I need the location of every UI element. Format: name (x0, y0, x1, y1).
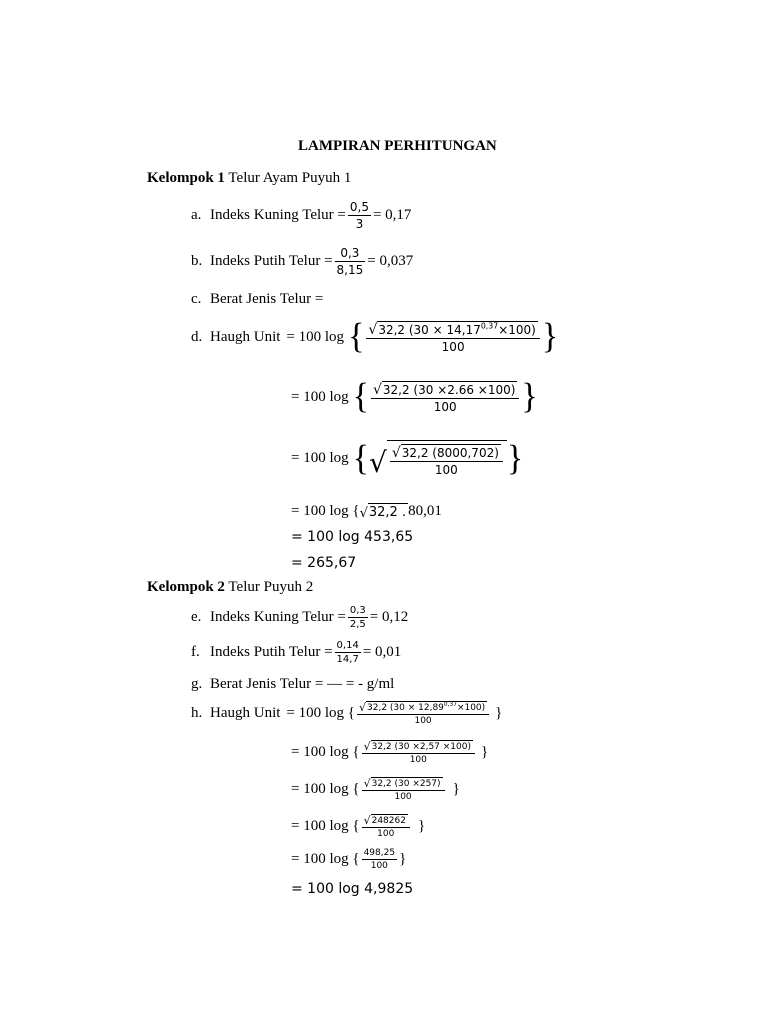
radical-sign: √ (359, 701, 367, 714)
item-b-numerator: 0,3 (340, 246, 360, 260)
radical-sign: √ (368, 321, 378, 338)
item-d-step-3 (291, 440, 523, 477)
item-b-fraction (335, 246, 366, 277)
item-a-fraction (348, 200, 371, 231)
item-h-step-4-sqrt (362, 814, 410, 827)
item-c-label: Berat Jenis Telur = (210, 291, 324, 307)
item-a (191, 200, 411, 231)
item-e (191, 605, 408, 630)
group-1-subtitle: Telur Ayam Puyuh 1 (224, 170, 352, 186)
item-h-exponent: 0,37 (443, 701, 457, 708)
item-h-radicand: 32,2 (30 × 12,89 (367, 703, 444, 713)
item-f-letter: f. (191, 644, 200, 660)
item-h-step-4 (291, 814, 425, 839)
item-d-step-2-sqrt (371, 381, 519, 398)
item-d-step-4-prefix: = 100 log { (291, 503, 360, 519)
item-d-fraction (366, 321, 539, 354)
item-h (191, 701, 502, 726)
item-a-letter: a. (191, 207, 202, 223)
item-f-result: = 0,01 (362, 644, 402, 660)
item-d-radicand-end: ×100) (498, 322, 536, 337)
item-h-step-2-denominator: 100 (362, 753, 475, 765)
item-e-label: Indeks Kuning Telur = (210, 609, 346, 625)
item-d-label: Haugh Unit (210, 328, 281, 345)
radical-sign: √ (368, 446, 387, 479)
item-h-denominator: 100 (357, 714, 489, 726)
item-h-step-6: = 100 log 4,9825 (291, 881, 414, 897)
item-d-step-6: = 265,67 (291, 555, 357, 571)
item-h-prefix: = 100 log { (286, 705, 355, 721)
item-h-step-5-fraction (362, 848, 398, 871)
item-g-label: Berat Jenis Telur = — = - g/ml (210, 676, 395, 692)
item-a-result: = 0,17 (372, 207, 412, 223)
item-a-denominator: 3 (348, 215, 371, 231)
item-d-step-4 (291, 503, 442, 520)
close-brace: } (541, 317, 559, 356)
radical-sign: √ (363, 777, 371, 790)
group-2-heading (147, 579, 313, 596)
page-title: LAMPIRAN PERHITUNGAN (298, 138, 497, 154)
item-e-result: = 0,12 (369, 609, 409, 625)
close-brace: } (495, 705, 503, 721)
item-b-letter: b. (191, 253, 203, 269)
item-a-numerator: 0,5 (349, 200, 369, 214)
item-d-step-3-radicand: 32,2 (8000,702) (401, 446, 499, 460)
item-f-label: Indeks Putih Telur = (210, 644, 333, 660)
item-g-letter: g. (191, 676, 203, 692)
item-e-denominator: 2,5 (349, 619, 366, 630)
item-g (191, 676, 394, 693)
item-d-step-2-fraction (371, 381, 519, 414)
item-h-step-5-numerator: 498,25 (363, 848, 396, 858)
group-2-label: Kelompok 2 (147, 579, 225, 595)
radical-sign: √ (363, 740, 371, 753)
item-h-sqrt (357, 701, 489, 714)
item-h-step-3 (291, 777, 460, 802)
group-1-label: Kelompok 1 (147, 170, 225, 186)
item-d-step-3-fraction (390, 444, 503, 477)
item-d-denominator: 100 (366, 338, 539, 354)
item-b-label: Indeks Putih Telur = (210, 253, 333, 269)
item-d (191, 317, 559, 356)
radical-sign: √ (359, 506, 368, 521)
item-h-fraction (357, 701, 489, 726)
item-b-denominator: 8,15 (336, 263, 364, 277)
close-brace: } (506, 438, 524, 478)
open-brace: { (352, 377, 369, 416)
item-d-step-2-denominator: 100 (371, 398, 519, 414)
item-d-step-4-rest: 80,01 (408, 503, 442, 519)
close-brace: } (521, 377, 538, 416)
item-d-step-4-sqrt (360, 503, 409, 520)
item-e-fraction (348, 605, 368, 630)
item-h-step-5-denominator: 100 (362, 859, 398, 871)
item-d-letter: d. (191, 328, 203, 345)
close-brace: } (481, 744, 489, 760)
item-h-step-4-denominator: 100 (362, 827, 410, 839)
item-d-step-5: = 100 log 453,65 (291, 529, 414, 545)
item-f-denominator: 14,7 (336, 654, 359, 665)
item-d-radicand: 32,2 (30 × 14,17 (378, 322, 481, 337)
item-c (191, 291, 323, 308)
item-e-numerator: 0,3 (349, 605, 366, 616)
radical-sign: √ (391, 445, 401, 461)
item-h-step-2-prefix: = 100 log { (291, 744, 360, 760)
group-1-heading (147, 170, 351, 187)
item-c-letter: c. (191, 291, 202, 307)
open-brace: { (352, 438, 369, 478)
item-a-label: Indeks Kuning Telur = (210, 207, 346, 223)
item-d-step-2 (291, 377, 538, 416)
close-brace: } (417, 818, 426, 834)
item-b (191, 246, 413, 277)
close-brace: } (452, 781, 460, 797)
open-brace: { (348, 317, 365, 356)
item-f-numerator: 0,14 (336, 640, 359, 651)
item-h-step-3-sqrt (362, 777, 445, 790)
item-h-step-2-fraction (362, 740, 475, 765)
item-d-step-3-outer-sqrt (369, 440, 507, 477)
item-h-step-3-prefix: = 100 log { (291, 781, 360, 797)
close-brace: } (399, 851, 407, 867)
item-h-step-4-fraction (362, 814, 410, 839)
item-h-step-4-prefix: = 100 log { (291, 818, 360, 834)
group-2-subtitle: Telur Puyuh 2 (224, 579, 314, 595)
item-d-exponent: 0,37 (480, 321, 499, 331)
item-d-step-3-prefix: = 100 log (291, 450, 349, 466)
item-d-sqrt (366, 321, 539, 338)
item-h-step-4-radicand: 248262 (371, 816, 406, 826)
item-h-label: Haugh Unit (210, 705, 281, 721)
item-e-letter: e. (191, 609, 202, 625)
item-h-letter: h. (191, 705, 203, 721)
item-f-fraction (335, 640, 361, 665)
item-h-step-2-sqrt (362, 740, 475, 753)
item-h-step-2-radicand: 32,2 (30 ×2,57 ×100) (371, 742, 471, 752)
radical-sign: √ (363, 814, 371, 827)
item-h-step-3-denominator: 100 (362, 790, 445, 802)
item-d-step-3-denominator: 100 (390, 461, 503, 477)
item-h-step-3-radicand: 32,2 (30 ×257) (371, 779, 441, 789)
item-d-step-2-radicand: 32,2 (30 ×2.66 ×100) (382, 382, 516, 397)
item-h-radicand-end: ×100) (456, 703, 486, 713)
item-f (191, 640, 401, 665)
radical-sign: √ (372, 381, 382, 398)
item-d-step-3-inner-sqrt (390, 444, 503, 461)
item-b-result: = 0,037 (367, 253, 414, 269)
item-h-step-5 (291, 848, 406, 871)
item-h-step-2 (291, 740, 488, 765)
item-d-step-4-radicand: 32,2 . (368, 505, 407, 520)
item-d-prefix: = 100 log (286, 328, 345, 345)
item-h-step-5-prefix: = 100 log { (291, 851, 360, 867)
item-d-step-2-prefix: = 100 log (291, 388, 349, 405)
item-h-step-3-fraction (362, 777, 445, 802)
